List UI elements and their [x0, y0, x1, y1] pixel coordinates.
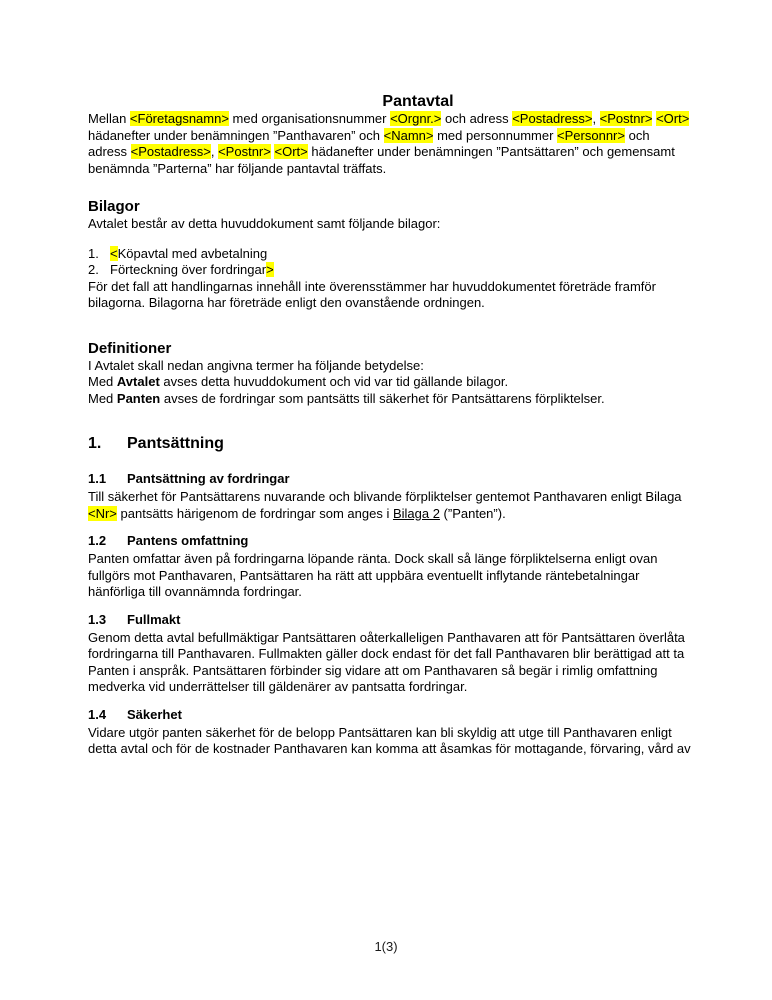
text-segment: Genom detta avtal befullmäktigar Pantsättaren oåterkalleligen Panthavaren att för Pantsättaren överlåta fordringarna till Panthavaren. Fullmakten gäller dock endast för det fall Panthavaren blir berättigad att ta Panten i anspråk. Pantsättaren förbinder sig vidare att om Panthavaren så begär i rimlig omfattning medverka vid underrättelser till gäldenärer av pantsatta fordringar. — [88, 629, 685, 694]
text-segment: Bilaga 2 — [392, 505, 440, 521]
bilagor-intro: Avtalet består av detta huvuddokument samt följande bilagor: — [88, 216, 441, 231]
subsection-title: Pantens omfattning — [127, 533, 249, 548]
list-item-text — [110, 262, 274, 279]
text-segment: hädanefter under benämningen ”Panthavaren” och — [88, 127, 384, 143]
heading-1-2 — [88, 532, 692, 549]
subsection-1-3-body — [88, 630, 692, 696]
placeholder-highlight: <Namn> — [383, 127, 434, 143]
intro-paragraph — [88, 111, 692, 177]
placeholder-highlight: <Orgnr.> — [390, 111, 442, 126]
page-number: 1(3) — [374, 939, 398, 954]
placeholder-highlight: < — [110, 245, 118, 261]
text-segment: Förteckning över fordringar — [110, 262, 267, 277]
heading-definitioner: Definitioner — [88, 339, 172, 357]
list-item-text — [110, 246, 267, 263]
definition-avtalet — [88, 374, 692, 391]
section-number: 1. — [88, 435, 102, 452]
heading-1-4 — [88, 706, 692, 723]
subsection-title: Pantsättning av fordringar — [127, 471, 290, 486]
placeholder-highlight: > — [266, 262, 274, 277]
placeholder-highlight: <Postadress> — [512, 111, 593, 126]
text-segment: Panten — [116, 390, 161, 406]
placeholder-highlight: <Personnr> — [557, 127, 625, 143]
subsection-number: 1.1 — [88, 471, 107, 486]
heading-bilagor: Bilagor — [88, 198, 140, 215]
text-segment: Med — [88, 374, 117, 389]
placeholder-highlight: <Ort> — [274, 144, 308, 159]
text-segment: och adress — [441, 111, 513, 126]
subsection-title: Säkerhet — [127, 706, 182, 722]
text-segment: Till säkerhet för Pantsättarens nuvarande och blivande förpliktelser gentemot Panthavaren enligt Bilaga — [88, 489, 682, 504]
subsection-title: Fullmakt — [127, 611, 181, 627]
placeholder-highlight: <Postadress> — [130, 144, 211, 159]
text-segment: Avtalet — [116, 374, 160, 389]
text-segment: , — [210, 144, 219, 159]
subsection-1-2-body — [88, 551, 692, 601]
subsection-1-1-body — [88, 489, 692, 522]
placeholder-highlight: <Postnr> — [599, 111, 653, 126]
text-segment: Vidare utgör panten säkerhet för de belopp Pantsättaren kan bli skyldig att utge till Panthavaren enligt detta avtal och för de kostnader Panthavaren kan komma att åsamkas för mottagande, förvaring, vård av — [88, 724, 691, 756]
list-item-number: 1. — [88, 245, 99, 261]
text-segment: Panten omfattar även på fordringarna löpande ränta. Dock skall så länge förpliktelserna enligt ovan fullgörs mot Panthavaren, Pantsättaren ha rätt att uppbära eventuellt inflytande räntebetalningar hänförliga till ovannämnda fordringar. — [88, 551, 658, 599]
heading-1-1 — [88, 470, 692, 487]
text-segment: avses detta huvuddokument och vid var tid gällande bilagor. — [159, 374, 509, 389]
list-item-number: 2. — [88, 262, 99, 277]
heading-section-1 — [88, 434, 692, 454]
placeholder-highlight: <Nr> — [88, 505, 117, 521]
text-segment: Köpavtal med avbetalning — [117, 245, 268, 261]
text-segment: med organisationsnummer — [228, 111, 391, 126]
bilagor-note: För det fall att handlingarnas innehåll inte överensstämmer har huvuddokumentet företräde framför bilagorna. Bilagorna har företräde enligt den ovanstående ordningen. — [88, 278, 656, 310]
text-segment: (”Panten”). — [439, 505, 506, 521]
text-segment: och adress — [88, 127, 650, 159]
list-item — [88, 246, 692, 263]
subsection-number: 1.3 — [88, 611, 107, 627]
document-body — [88, 111, 692, 758]
definitioner-intro: I Avtalet skall nedan angivna termer ha följande betydelse: — [88, 357, 424, 373]
definition-panten — [88, 391, 692, 408]
text-segment: pantsätts härigenom de fordringar som anges i — [116, 505, 393, 521]
subsection-number: 1.2 — [88, 533, 107, 548]
placeholder-highlight: <Ort> — [656, 111, 690, 126]
list-item — [88, 262, 692, 279]
document-title: Pantavtal — [382, 93, 454, 110]
text-segment: avses de fordringar som pantsätts till säkerhet för Pantsättarens förpliktelser. — [160, 390, 605, 406]
text-segment: hädanefter under benämningen ”Pantsättaren” och gemensamt benämnda ”Parterna” har följande pantavtal träffats. — [88, 144, 675, 176]
bilagor-list — [88, 246, 692, 279]
text-segment: med personnummer — [433, 127, 558, 143]
placeholder-highlight: <Postnr> — [218, 144, 271, 159]
subsection-1-4-body — [88, 725, 692, 758]
section-title: Pantsättning — [127, 435, 224, 452]
text-segment: Med — [88, 390, 117, 406]
subsection-number: 1.4 — [88, 706, 107, 722]
text-segment: , — [592, 111, 600, 126]
heading-1-3 — [88, 611, 692, 628]
placeholder-highlight: <Företagsnamn> — [129, 111, 229, 126]
text-segment: Mellan — [88, 111, 130, 126]
